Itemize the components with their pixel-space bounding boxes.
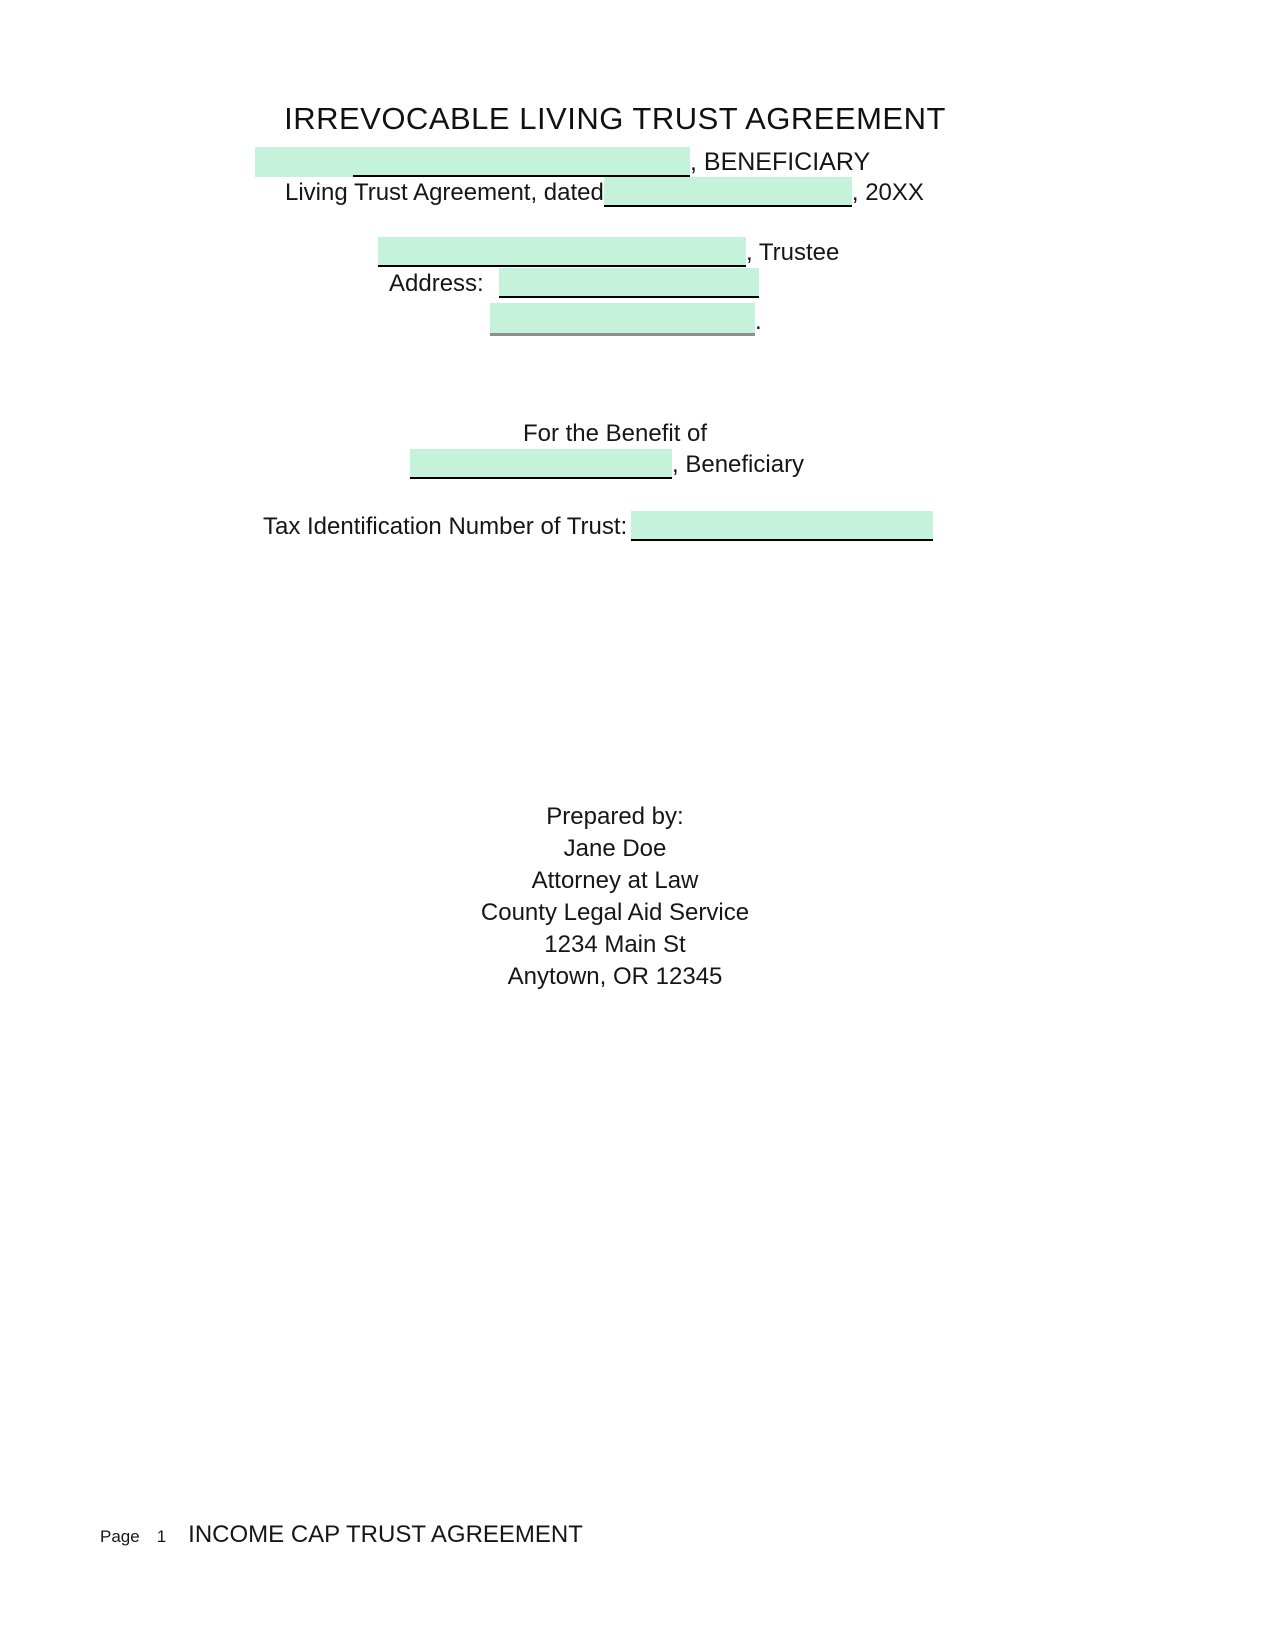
benefit-beneficiary-field[interactable] [410, 449, 672, 479]
prepared-by-org: County Legal Aid Service [480, 899, 750, 926]
address-row-1 [389, 268, 759, 298]
prepared-by-title: Attorney at Law [531, 867, 699, 894]
trustee-suffix-label: , Trustee [746, 239, 840, 266]
prepared-by-block [0, 801, 1230, 993]
prepared-by-city: Anytown, OR 12345 [507, 963, 723, 990]
prepared-by-street: 1234 Main St [544, 931, 686, 958]
benefit-beneficiary-suffix-label: , Beneficiary [672, 451, 805, 478]
page-footer [100, 1521, 583, 1549]
dated-row [285, 177, 924, 207]
trust-date-field[interactable] [604, 177, 852, 207]
beneficiary-name-field[interactable] [255, 147, 690, 177]
prepared-by-heading: Prepared by: [546, 803, 684, 830]
address-row-2 [490, 303, 762, 336]
footer-doc-title: INCOME CAP TRUST AGREEMENT [188, 1521, 583, 1548]
tax-id-label: Tax Identification Number of Trust: [263, 513, 628, 540]
prepared-by-name: Jane Doe [563, 835, 667, 862]
benefit-beneficiary-row [410, 449, 804, 479]
address-period: . [755, 308, 762, 335]
benefit-heading: For the Benefit of [522, 420, 708, 447]
trustee-row [378, 237, 839, 267]
trustee-name-field[interactable] [378, 237, 746, 267]
tax-id-field[interactable] [631, 511, 933, 541]
address-label: Address: [389, 270, 484, 297]
footer-page-number: 1 [156, 1527, 167, 1546]
tax-id-row [263, 511, 933, 541]
beneficiary-suffix-label: , BENEFICIARY [690, 148, 871, 176]
address-line2-field[interactable] [490, 303, 755, 336]
beneficiary-name-row [255, 147, 870, 177]
address-line1-field[interactable] [499, 268, 759, 298]
dated-prefix-label: Living Trust Agreement, dated [285, 179, 604, 206]
dated-year-label: , 20XX [851, 179, 924, 206]
footer-page-label: Page [100, 1527, 140, 1546]
page-title: IRREVOCABLE LIVING TRUST AGREEMENT [284, 101, 946, 136]
